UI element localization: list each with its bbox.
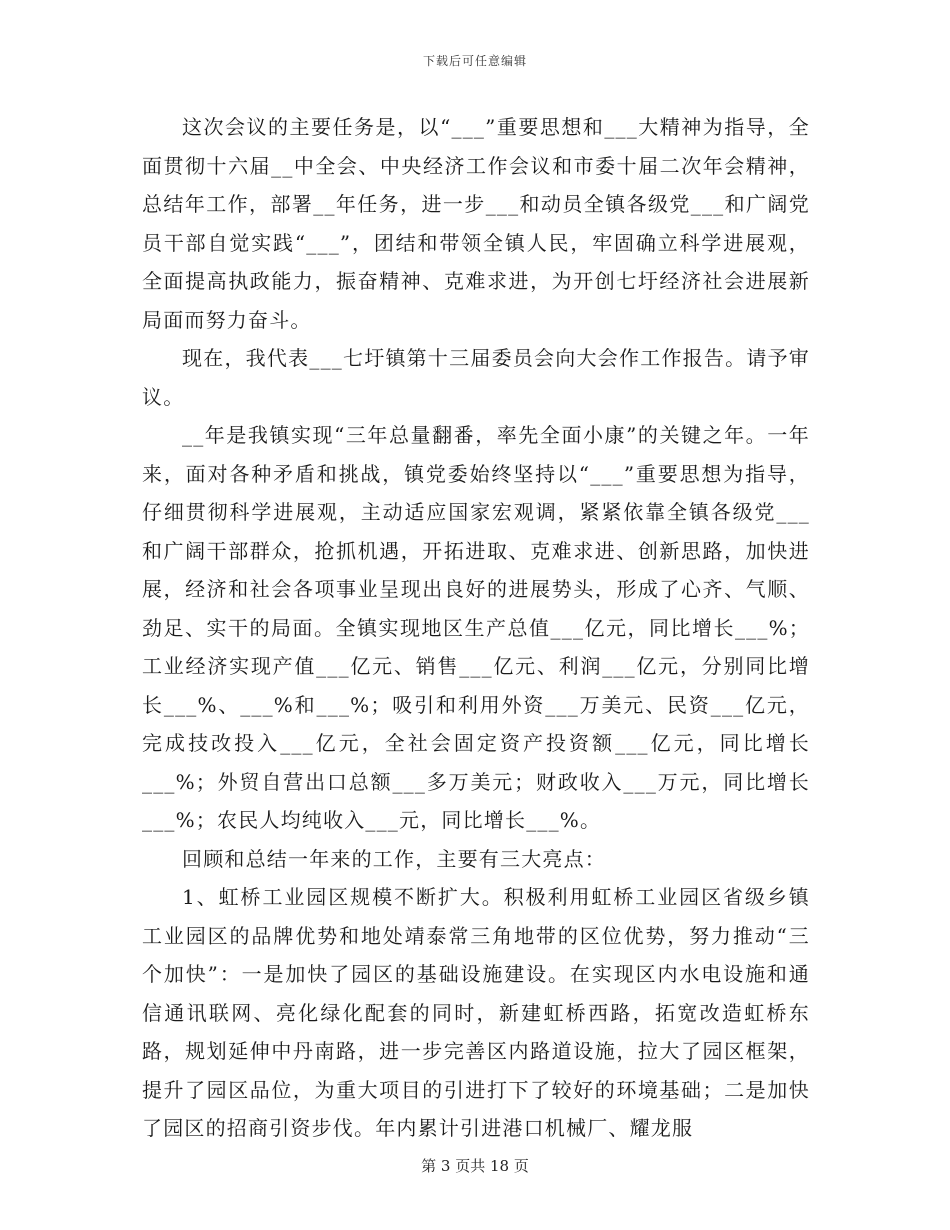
page-header: 下载后可任意编辑 — [422, 54, 527, 68]
document-body — [142, 108, 810, 1148]
paragraph-report-intro: 现在，我代表___七圩镇第十三届委员会向大会作工作报告。请予审议。 — [142, 346, 810, 409]
paragraph-year-summary: __年是我镇实现“三年总量翻番，率先全面小康”的关键之年。一年来，面对各种矛盾和挑战，镇党委始终坚持以“___”重要思想为指导，仔细贯彻科学进展观，主动适应国家宏观调，紧紧依靠全镇各级党___和广阔干部群众，抢抓机遇，开拓进取、克难求进、创新思路，加快进展，经济和社会各项事业呈现出良好的进展势头，形成了心齐、气顺、劲足、实干的局面。全镇实现地区生产总值___亿元，同比增长___%；工业经济实现产值___亿元、销售___亿元、利润___亿元，分别同比增长___%、___%和___%；吸引和利用外资___万美元、民资___亿元，完成技改投入___亿元，全社会固定资产投资额___亿元，同比增长___%；外贸自营出口总额___多万美元；财政收入___万元，同比增长___%；农民人均纯收入___元，同比增长___%。 — [142, 423, 810, 832]
paragraph-highlights-intro: 回顾和总结一年来的工作，主要有三大亮点： — [182, 846, 606, 871]
page-footer: 第 3 页共 18 页 — [421, 1157, 529, 1175]
paragraph-highlight-industrial-park: 1、虹桥工业园区规模不断扩大。积极利用虹桥工业园区省级乡镇工业园区的品牌优势和地处靖泰常三角地带的区位优势，努力推动“三个加快”：一是加快了园区的基础设施建设。在实现区内水电设施和通信通讯联网、亮化绿化配套的同时，新建虹桥西路，拓宽改造虹桥东路，规划延伸中丹南路，进一步完善区内路道设施，拉大了园区框架，提升了园区品位，为重大项目的引进打下了较好的环境基础；二是加快了园区的招商引资步伐。年内累计引进港口机械厂、耀龙服 — [142, 885, 810, 1140]
paragraph-meeting-task: 这次会议的主要任务是，以“___”重要思想和___大精神为指导，全面贯彻十六届__中全会、中央经济工作会议和市委十届二次年会精神，总结年工作，部署__年任务，进一步___和动员全镇各级党___和广阔党员干部自觉实践“___”，团结和带领全镇人民，牢固确立科学进展观，全面提高执政能力，振奋精神、克难求进，为开创七圩经济社会进展新局面而努力奋斗。 — [142, 115, 810, 332]
